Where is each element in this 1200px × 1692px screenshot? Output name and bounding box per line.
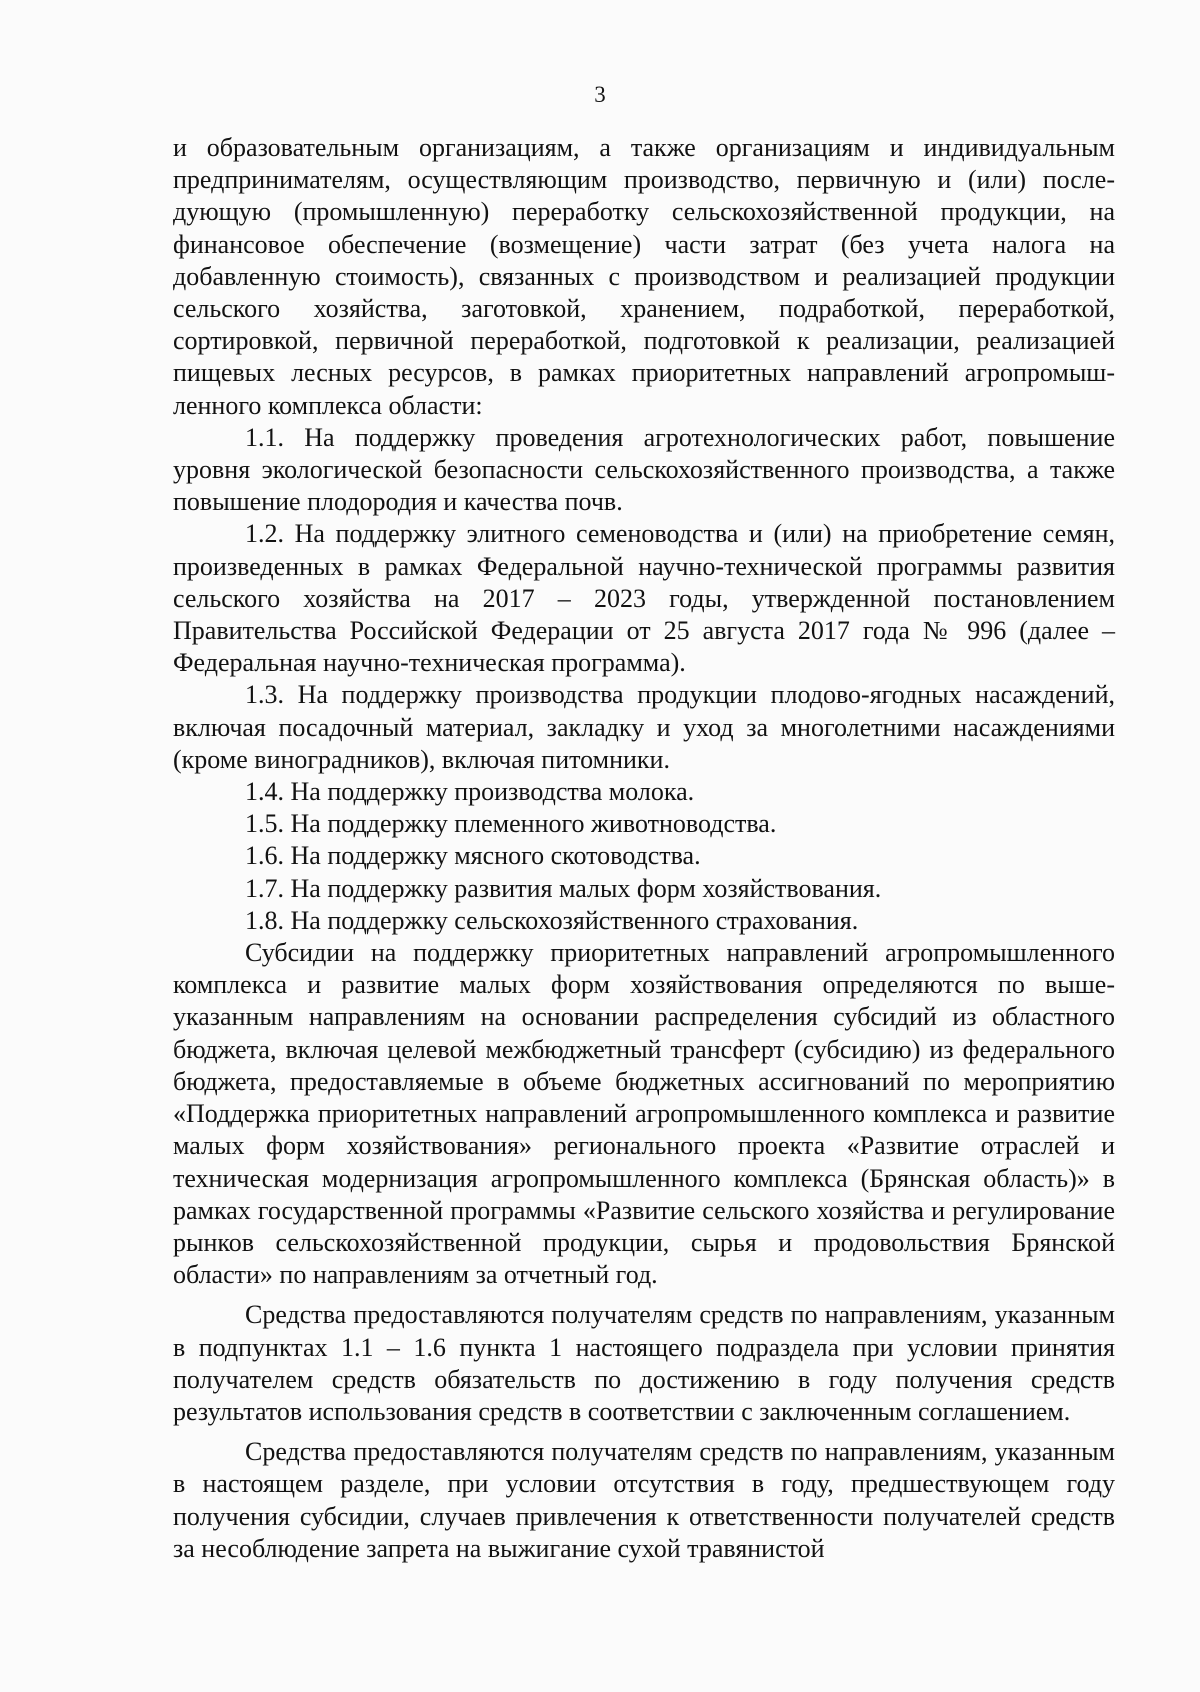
page-number: 3 [594,82,606,107]
paragraph-item-1-8: 1.8. На поддержку сельскохозяйственного страхования. [245,905,859,935]
paragraph-funds-conditions-1: Средства предоставляются получателям средств по направлениям, указанным в подпунктах 1.1 – 1.6 пункта 1 настоящего подраздела при условии принятия получателем средств обязательств по достижению в году получения средств результатов использования средств в соответствии с заключенным соглашением. [173,1300,1115,1426]
document-body [173,132,1115,1565]
paragraph-subsidies: Субсидии на поддержку приоритетных направлений агропромышленного комплекса и развитие малых форм хозяйствования определяются по вышеуказанным направлениям на основании распределения субсидий из областного бюджета, включая целевой межбюджетный трансферт (субсидию) из федерального бюджета, предоставляемые в объеме бюджетных ассигнований по мероприятию «Поддержка приоритетных направлений агропромышленного комплекса и развитие малых форм хозяйствования» регионального проекта «Развитие отраслей и техническая модернизация агропромышленного комплекса (Брянская область)» в рамках государственной программы «Развитие сельского хозяйства и регулирование рынков сельскохозяйственной продукции, сырья и продовольствия Брянской области» по направлениям за отчетный год. [173,938,1115,1290]
paragraph-item-1-6: 1.6. На поддержку мясного скотоводства. [245,841,701,871]
paragraph-funds-conditions-2: Средства предоставляются получателям средств по направлениям, указанным в настоящем разделе, при условии отсутствия в году, предшествующем году получения субсидии, случаев привлечения к ответственности получателей средств за несоблюдение запрета на выжигание сухой травянистой [173,1437,1115,1563]
paragraph-intro: и образовательным организациям, а также организациям и индивидуальным предпринимателям, осуществляющим производство, первичную и (или) последующую (промышленную) переработку сельскохозяйственной продукции, на финансовое обеспечение (возмещение) части затрат (без учета налога на добавленную стоимость), связанных с производством и реализацией продукции сельского хозяйства, заготовкой, хранением, подработкой, переработкой, сортировкой, первичной переработкой, подготовкой к реализации, реализацией пищевых лесных ресурсов, в рамках приоритетных направлений агропромышленного комплекса области: [173,133,1115,420]
paragraph-item-1-1: 1.1. На поддержку проведения агротехнологических работ, повышение уровня экологической безопасности сельскохозяйственного производства, а также повышение плодородия и качества почв. [173,422,1115,517]
paragraph-item-1-4: 1.4. На поддержку производства молока. [245,777,695,807]
paragraph-item-1-7: 1.7. На поддержку развития малых форм хозяйствования. [245,873,882,903]
paragraph-item-1-2: 1.2. На поддержку элитного семеноводства и (или) на приобретение семян, произведенных в рамках Федеральной научно-технической программы развития сельского хозяйства на 2017 – 2023 годы, утвержденной постановлением Правительства Российской Федерации от 25 августа 2017 года № 996 (далее – Федеральная научно-техническая программа). [173,519,1115,678]
paragraph-item-1-5: 1.5. На поддержку племенного животноводства. [245,809,777,839]
paragraph-item-1-3: 1.3. На поддержку производства продукции плодово-ягодных насаждений, включая посадочный материал, закладку и уход за многолетними насаждениями (кроме виноградников), включая питомники. [173,680,1115,774]
